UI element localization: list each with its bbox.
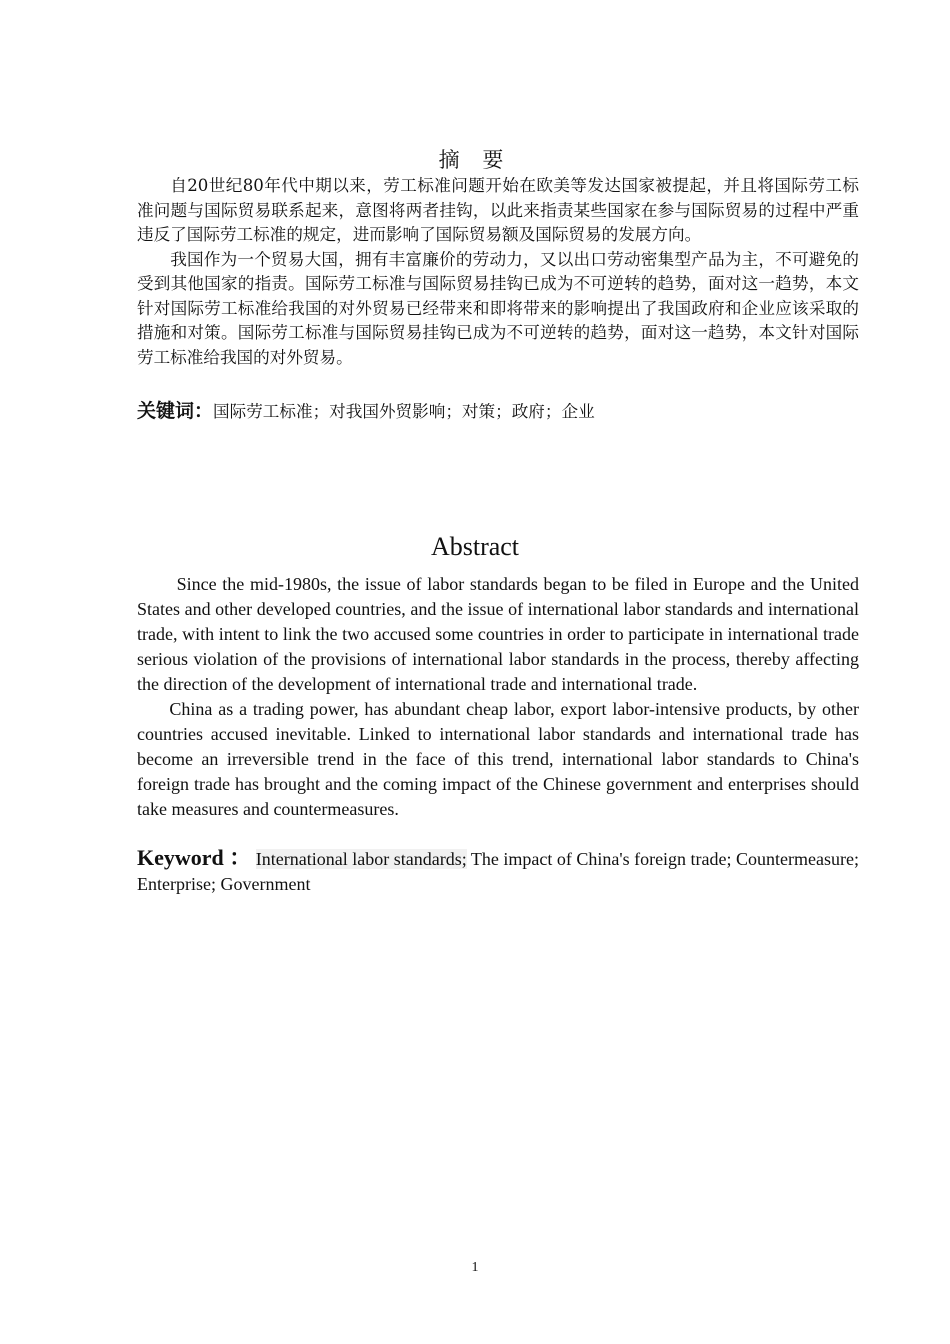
english-abstract-paragraph-1: Since the mid-1980s, the issue of labor standards began to be filed in Europe and the United States and other developed countries, and the issue of international labor standards and international trade, with intent to link the two accused some countries in order to participate in international trade serious violation of the provisions of international labor standards in the process, thereby affecting the direction of the development of international trade and international trade. [137, 574, 859, 694]
english-keywords-rest: The impact of China's foreign trade; Countermeasure; Enterprise; Government [137, 849, 859, 894]
chinese-keywords [137, 398, 859, 425]
chinese-keywords-label: 关键词： [137, 400, 214, 422]
chinese-abstract-paragraph-2: 我国作为一个贸易大国，拥有丰富廉价的劳动力，又以出口劳动密集型产品为主，不可避免的受到其他国家的指责。国际劳工标准与国际贸易挂钩已成为不可逆转的趋势，面对这一趋势，本文针对国际劳工标准给我国的对外贸易已经带来和即将带来的影响提出了我国政府和企业应该采取的措施和对策。国际劳工标准与国际贸易挂钩已成为不可逆转的趋势，面对这一趋势，本文针对国际劳工标准给我国的对外贸易。 [137, 249, 859, 367]
chinese-abstract-paragraph-1: 自20世纪80年代中期以来，劳工标准问题开始在欧美等发达国家被提起，并且将国际劳工标准问题与国际贸易联系起来，意图将两者挂钩，以此来指责某些国家在参与国际贸易的过程中严重违反了国际劳工标准的规定，进而影响了国际贸易额及国际贸易的发展方向。 [137, 176, 859, 244]
english-keywords-highlighted: International labor standards; [255, 849, 467, 869]
english-abstract-body [137, 572, 859, 822]
english-keywords [137, 845, 859, 897]
english-keywords-label: Keyword ： [137, 845, 252, 870]
chinese-abstract-title: 摘 要 [438, 148, 512, 172]
page-number: 1 [471, 1260, 479, 1275]
chinese-abstract-body [137, 174, 859, 370]
english-abstract-paragraph-2: China as a trading power, has abundant cheap labor, export labor-intensive products, by other countries accused inevitable. Linked to international labor standards and international trade has become an irreversible trend in the face of this trend, international labor standards to China's foreign trade has brought and the coming impact of the Chinese government and enterprises should take measures and countermeasures. [137, 699, 859, 819]
english-abstract-title: Abstract [430, 532, 520, 561]
chinese-keywords-text: 国际劳工标准；对我国外贸影响；对策；政府；企业 [213, 402, 595, 421]
